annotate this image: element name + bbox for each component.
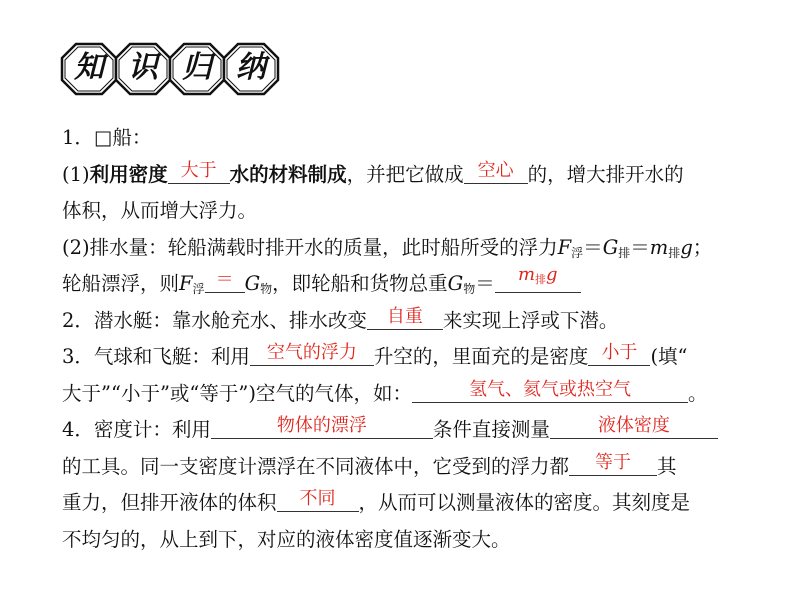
answer-text: 不同	[299, 488, 336, 509]
answer-blank	[412, 380, 688, 403]
item-4-line-1	[62, 412, 774, 449]
text: ，并把它做成	[346, 162, 464, 186]
item-3-line-1	[62, 339, 774, 376]
item-2-line-1	[62, 303, 774, 340]
banner-char-4: 纳	[236, 50, 266, 85]
subscript: 物	[463, 282, 476, 296]
text: 2．潜水艇：靠水舱充水、排水改变	[62, 308, 367, 332]
answer-blank	[495, 264, 581, 293]
answer-text: 氢气、氦气或热空气	[468, 378, 631, 400]
subscript: 物	[260, 282, 273, 296]
answer-subscript: 排	[535, 273, 547, 286]
formula-symbol: g	[680, 235, 693, 259]
answer-text: ＝	[215, 269, 234, 290]
banner-char-3: 归	[182, 50, 212, 85]
text: ；	[692, 235, 713, 259]
answer-text: 空心	[477, 159, 514, 181]
answer-text: 自重	[386, 305, 423, 327]
answer-blank	[367, 307, 443, 330]
item-1-heading	[62, 120, 774, 157]
section-banner	[60, 38, 282, 98]
answer-blank	[168, 161, 230, 184]
text: 体积，从而增大浮力。	[62, 199, 258, 222]
text: 的，增大排开水的	[527, 162, 684, 186]
subscript: 排	[618, 245, 631, 260]
item-1-title: 1．□船：	[62, 126, 152, 149]
formula-symbol: G	[602, 235, 619, 259]
text: 大于”“小于”或“等于”)空气的气体，如：	[62, 381, 412, 405]
text: (2)排水量：轮船满载时排开水的质量，此时船所受的浮力	[62, 235, 558, 259]
text: 。	[687, 381, 708, 405]
banner-char-2: 识	[128, 50, 158, 85]
formula-symbol: F	[179, 272, 193, 295]
text: 4．密度计：利用	[62, 418, 211, 441]
answer-text: 物体的漂浮	[276, 415, 367, 436]
formula-symbol: G	[244, 272, 261, 295]
text: ＝	[583, 235, 603, 259]
subscript: 浮	[571, 245, 584, 260]
banner-char-1: 知	[74, 50, 104, 85]
answer-blank	[464, 161, 528, 184]
item-1-line-3	[62, 230, 774, 267]
item-1-line-2	[62, 193, 774, 230]
text: 3．气球和飞艇：利用	[62, 345, 250, 368]
answer-blank	[569, 453, 657, 476]
subscript: 浮	[192, 282, 205, 296]
formula-symbol: F	[557, 235, 572, 259]
answer-text: 大于	[180, 159, 217, 181]
text: 其	[657, 454, 677, 478]
text: 的工具。同一支密度计漂浮在不同液体中，它受到的浮力都	[62, 454, 570, 478]
formula-symbol: m	[649, 235, 669, 259]
knowledge-content	[62, 120, 774, 558]
answer-blank	[550, 416, 718, 439]
text: 重力，但排开液体的体积	[62, 491, 277, 514]
item-1-line-1	[62, 157, 774, 194]
item-4-line-4	[62, 522, 774, 559]
answer-text: 小于	[601, 342, 638, 363]
answer-blank	[250, 343, 374, 366]
text: 条件直接测量	[432, 418, 550, 441]
item-3-line-2	[62, 376, 774, 413]
text: ，即轮船和货物总重	[272, 272, 448, 295]
item-1-line-4	[62, 266, 774, 303]
answer-symbol: g	[546, 264, 558, 285]
answer-blank	[277, 489, 359, 512]
item-4-line-2	[62, 449, 774, 486]
answer-text: 液体密度	[597, 415, 670, 436]
text: (填“	[650, 345, 688, 368]
formula-symbol: G	[447, 272, 464, 295]
text: 来实现上浮或下潜。	[442, 308, 619, 332]
text: 水的材料制成	[229, 162, 347, 186]
item-4-line-3	[62, 485, 774, 522]
answer-text: 空气的浮力	[266, 342, 357, 363]
text: ＝	[475, 272, 495, 295]
answer-text	[495, 265, 581, 290]
text: ＝	[630, 235, 650, 259]
text: ，从而可以测量液体的密度。其刻度是	[358, 491, 691, 514]
answer-symbol: m	[517, 264, 536, 285]
text: 利用密度	[89, 162, 168, 186]
answer-blank	[211, 416, 433, 439]
subscript: 排	[668, 245, 681, 260]
text: 轮船漂浮，则	[62, 272, 180, 295]
answer-blank	[588, 343, 650, 366]
text: 升空的，里面充的是密度	[373, 345, 589, 368]
answer-text: 等于	[595, 451, 632, 473]
answer-blank	[205, 270, 245, 293]
text: (1)	[62, 162, 90, 186]
text: 不均匀的，从上到下，对应的液体密度值逐渐变大。	[62, 527, 511, 551]
